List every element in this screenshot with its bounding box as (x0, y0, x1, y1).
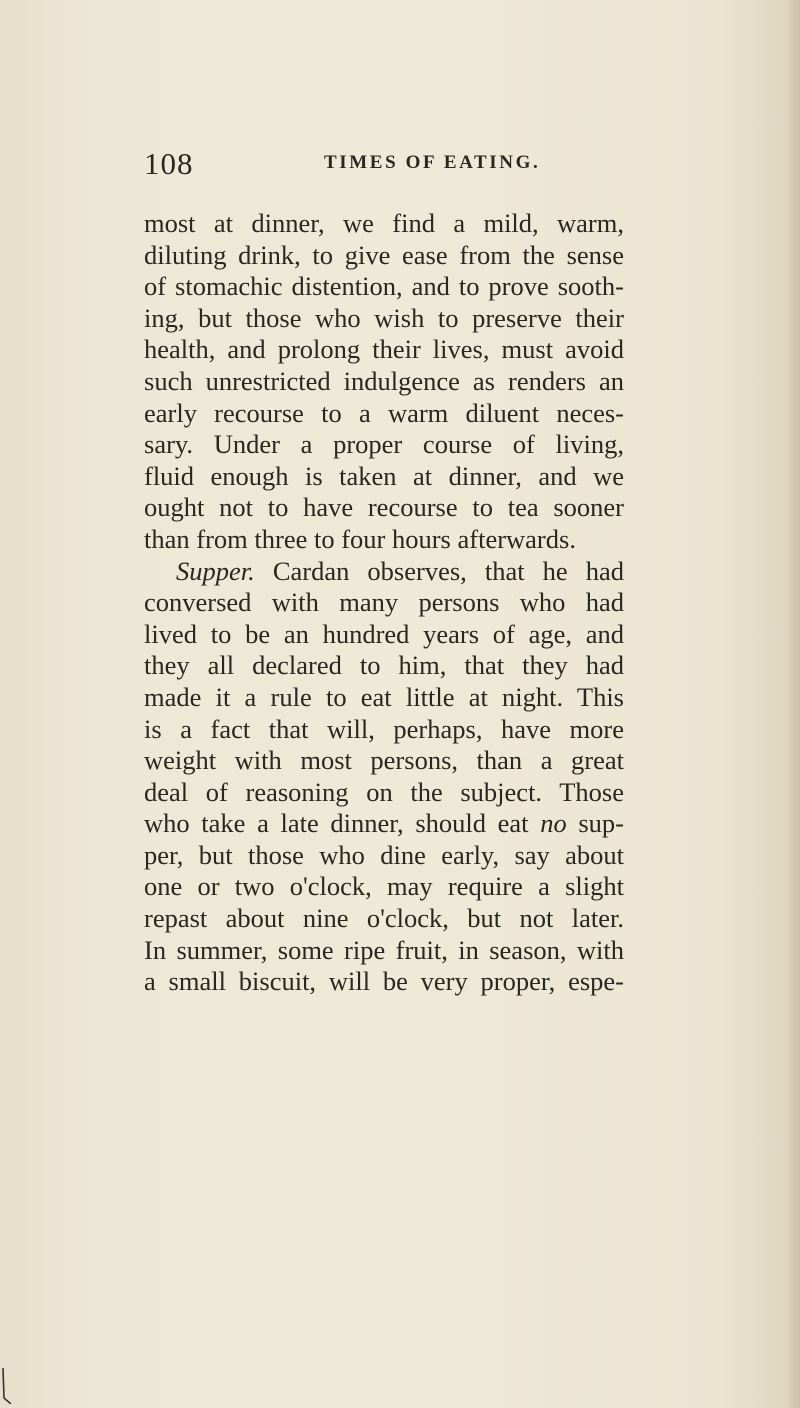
no-emphasis: no (540, 808, 567, 839)
page-number: 108 (144, 146, 194, 181)
text-line: per, but those who dine early, say about (144, 839, 624, 870)
text-line-supper (144, 556, 624, 588)
text-line: a small biscuit, will be very proper, espe- (144, 966, 624, 997)
text-line: ing, but those who wish to preserve their (144, 302, 624, 333)
text-line: ought not to have recourse to tea sooner (144, 492, 624, 523)
no-line-after: sup- (566, 808, 624, 839)
text-line: such unrestricted indulgence as renders an (144, 365, 624, 396)
text-line: they all declared to him, that they had (144, 650, 624, 681)
running-head (144, 146, 584, 186)
text-line: one or two o'clock, may require a slight (144, 871, 624, 902)
text-line: In summer, some ripe fruit, in season, with (144, 934, 624, 965)
text-line: repast about nine o'clock, but not later. (144, 903, 624, 934)
supper-line-rest: Cardan observes, that he had (254, 555, 624, 586)
text-line: conversed with many persons who had (144, 587, 624, 618)
running-title: TIMES OF EATING. (324, 152, 541, 173)
corner-tick-mark (2, 1368, 12, 1404)
text-line: diluting drink, to give ease from the sense (144, 239, 624, 270)
text-line: fluid enough is taken at dinner, and we (144, 460, 624, 491)
body-text (144, 208, 624, 998)
text-line: sary. Under a proper course of living, (144, 429, 624, 460)
text-line: made it a rule to eat little at night. This (144, 681, 624, 712)
text-line: most at dinner, we find a mild, warm, (144, 208, 624, 238)
page-edge-shadow (786, 0, 800, 1408)
supper-heading: Supper. (176, 555, 255, 586)
text-line: early recourse to a warm diluent neces- (144, 397, 624, 428)
text-line: of stomachic distention, and to prove sooth- (144, 271, 624, 302)
text-line: lived to be an hundred years of age, and (144, 618, 624, 649)
text-line: deal of reasoning on the subject. Those (144, 776, 624, 807)
text-line: than from three to four hours afterwards. (144, 523, 576, 554)
no-line-before: who take a late dinner, should eat (144, 808, 541, 839)
text-line: weight with most persons, than a great (144, 745, 624, 776)
text-line: health, and prolong their lives, must avoid (144, 334, 624, 365)
text-line: is a fact that will, perhaps, have more (144, 713, 624, 744)
text-line-no-supper (144, 808, 624, 840)
